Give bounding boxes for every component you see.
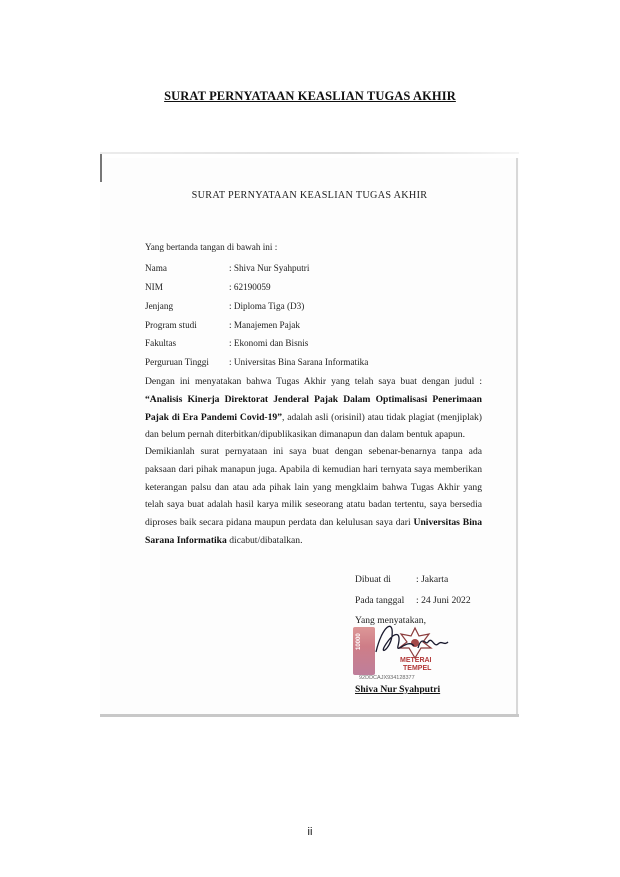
para1-text-after: , adalah asli (orisinil) atau tidak plagiat (menjiplak) dan belum pernah diterbitkan/dipublikasikan dimanapun dan dalam bentuk apapun. bbox=[145, 411, 482, 441]
field-value-jenjang: : Diploma Tiga (D3) bbox=[229, 301, 305, 311]
handwritten-signature-icon bbox=[368, 616, 463, 660]
meterai-label: METERAI bbox=[400, 657, 432, 664]
meterai-serial: 92DDCAJX934128377 bbox=[359, 675, 415, 681]
field-label-program-studi: Program studi bbox=[145, 320, 197, 330]
field-label-nama: Nama bbox=[145, 263, 167, 273]
thesis-title: “Analisis Kinerja Direktorat Jenderal Pajak Dalam Optimalisasi Penerimaan Pajak di Era Pandemi Covid-19” bbox=[145, 393, 482, 423]
statement-paragraph-1 bbox=[145, 373, 482, 444]
para2-text-before: Demikianlah surat pernyataan ini saya buat dengan sebenar-benarnya tanpa ada paksaan dari pihak manapun juga. Apabila di kemudian hari ternyata saya memberikan keterangan palsu dan atau ada pihak lain yang mengklaim bahwa Tugas Akhir yang telah saya buat adalah hasil karya milik seseorang atatu badan tertentu, saya bersedia diproses baik secara pidana maupun perdata dan kelulusan saya dari bbox=[145, 446, 482, 529]
university-name: Universitas Bina Sarana Informatika bbox=[145, 517, 482, 546]
scan-title: SURAT PERNYATAAN KEASLIAN TUGAS AKHIR bbox=[191, 190, 428, 201]
para1-text-before: Dengan ini menyatakan bahwa Tugas Akhir yang telah saya buat dengan judul : bbox=[145, 376, 482, 387]
field-value-perguruan-tinggi: : Universitas Bina Sarana Informatika bbox=[229, 357, 369, 367]
page-number: ii bbox=[307, 826, 313, 838]
tempel-label: TEMPEL bbox=[403, 665, 432, 672]
stamp-value: 10000 bbox=[356, 633, 362, 650]
intro-line: Yang bertanda tangan di bawah ini : bbox=[145, 242, 278, 252]
made-in-label: Dibuat di bbox=[355, 574, 391, 585]
date-label: Pada tanggal bbox=[355, 595, 405, 606]
field-label-nim: NIM bbox=[145, 282, 163, 292]
closing-line: Yang menyatakan, bbox=[355, 615, 426, 626]
scan-border-right bbox=[516, 158, 518, 714]
para2-text-after: dicabut/dibatalkan. bbox=[226, 534, 303, 546]
field-value-nama: : Shiva Nur Syahputri bbox=[229, 263, 310, 273]
page-heading: SURAT PERNYATAAN KEASLIAN TUGAS AKHIR bbox=[164, 89, 456, 103]
signer-name: Shiva Nur Syahputri bbox=[355, 684, 441, 695]
field-value-nim: : 62190059 bbox=[229, 282, 271, 292]
scan-border-bottom bbox=[100, 714, 519, 717]
field-label-fakultas: Fakultas bbox=[145, 338, 177, 348]
scan-border-top bbox=[100, 152, 519, 154]
statement-paragraph-2 bbox=[145, 443, 482, 550]
field-value-program-studi: : Manajemen Pajak bbox=[229, 320, 300, 330]
made-in-value: : Jakarta bbox=[416, 574, 449, 585]
field-label-perguruan-tinggi: Perguruan Tinggi bbox=[145, 357, 209, 367]
scan-border-left bbox=[100, 154, 102, 182]
field-value-fakultas: : Ekonomi dan Bisnis bbox=[229, 338, 309, 348]
date-value: : 24 Juni 2022 bbox=[416, 595, 471, 606]
field-label-jenjang: Jenjang bbox=[145, 301, 174, 311]
